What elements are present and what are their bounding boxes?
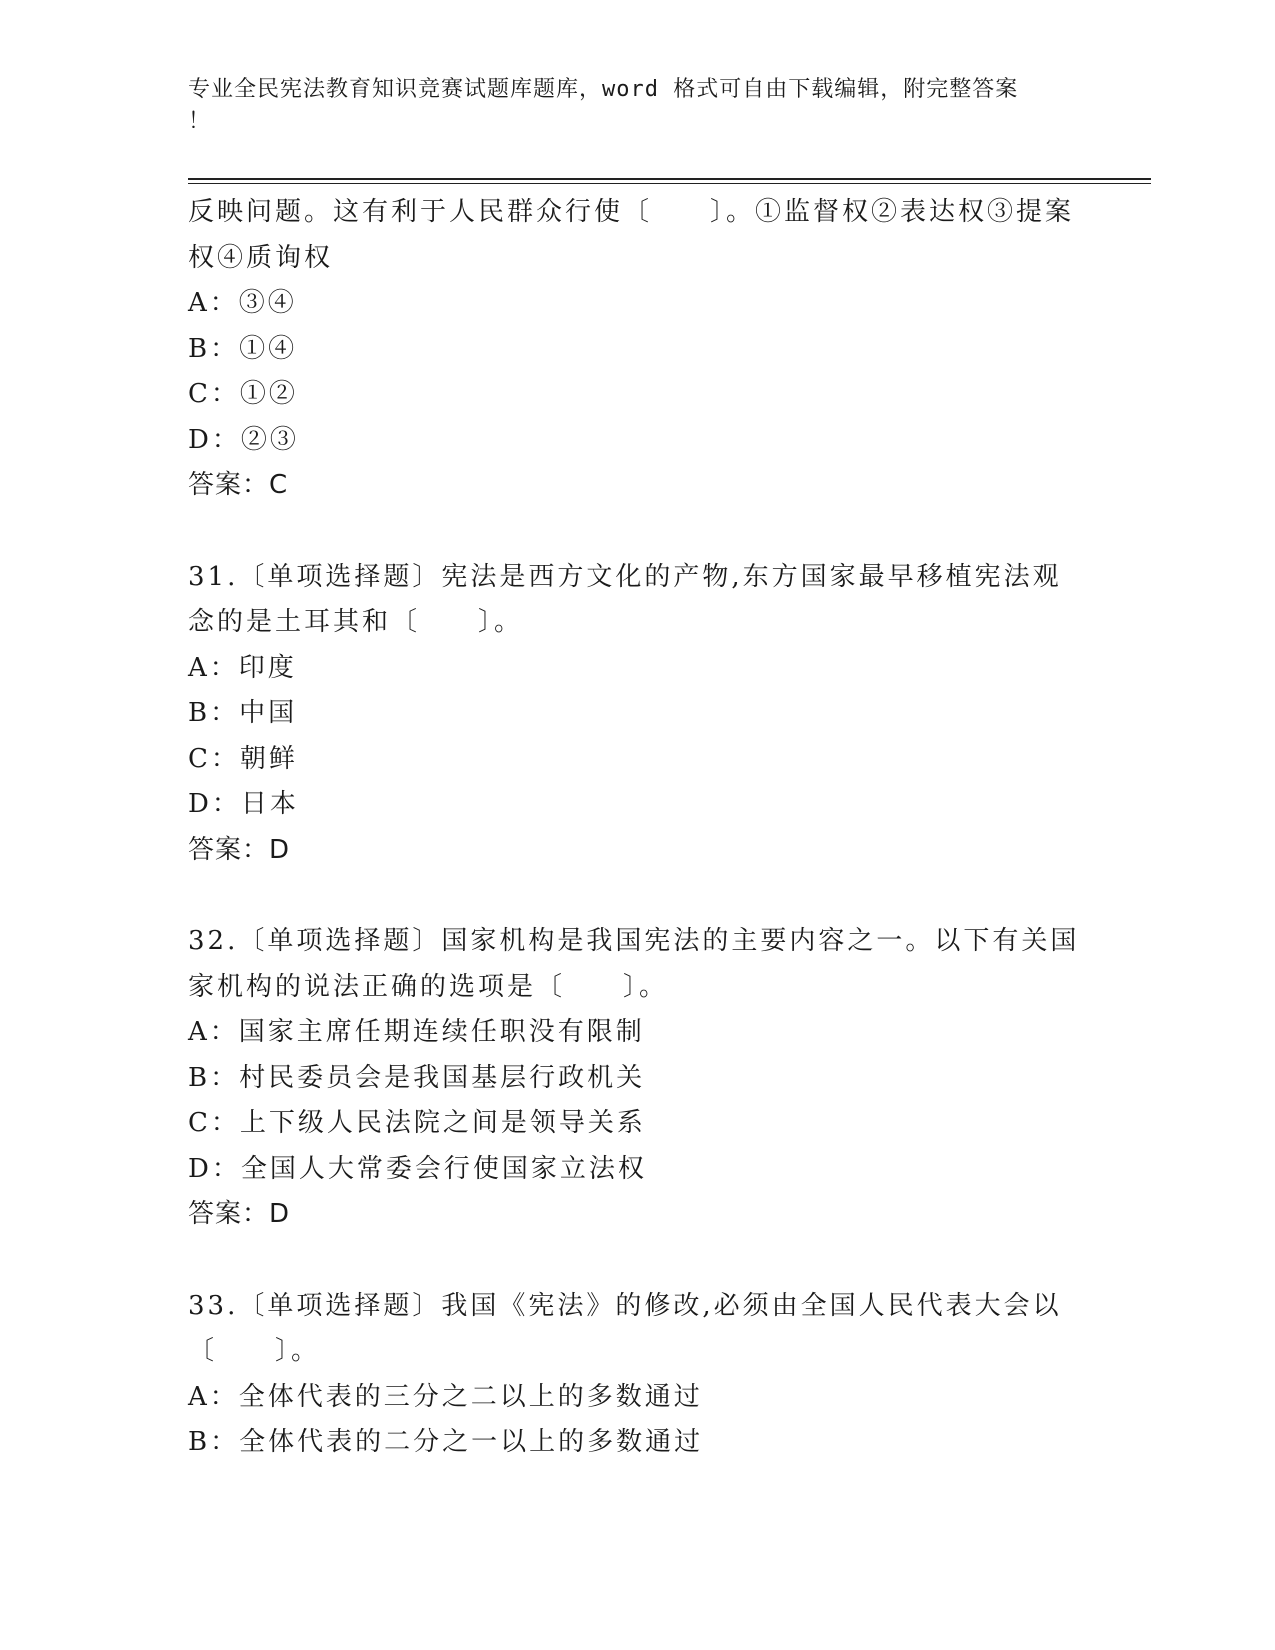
question-32 — [188, 919, 1088, 1238]
option-b: B：中国 — [188, 698, 298, 728]
option-d: D：日本 — [188, 789, 299, 819]
question-stem-continuation: 念的是土耳其和〔 〕。 — [188, 607, 524, 637]
answer-line: 答案：C — [188, 470, 289, 500]
option-a: A：国家主席任期连续任职没有限制 — [188, 1017, 645, 1047]
option-b: B：①④ — [188, 333, 298, 364]
header-title-continuation: ！ — [188, 109, 212, 134]
question-stem: 33.〔单项选择题〕我国《宪法》的修改,必须由全国人民代表大会以 — [188, 1290, 1062, 1321]
option-a: A：③④ — [188, 288, 297, 318]
header-title: 专业全民宪法教育知识竞赛试题库题库，word 格式可自由下载编辑，附完整答案 — [188, 77, 1019, 102]
header-divider-thin — [188, 183, 1151, 184]
option-c: C：上下级人民法院之间是领导关系 — [188, 1108, 646, 1138]
question-stem: 32.〔单项选择题〕国家机构是我国宪法的主要内容之一。以下有关国 — [188, 926, 1080, 956]
question-stem-continuation: 〔 〕。 — [188, 1336, 321, 1366]
question-list — [188, 190, 1088, 1466]
question-stem-continuation: 权④质询权 — [188, 242, 334, 273]
option-d: D：②③ — [188, 424, 299, 455]
question-stem: 反映问题。这有利于人民群众行使〔 〕。①监督权②表达权③提案 — [188, 197, 1075, 227]
option-c: C：①② — [188, 379, 298, 409]
answer-line: 答案：D — [188, 1199, 291, 1229]
option-a: A：全体代表的三分之二以上的多数通过 — [188, 1381, 703, 1412]
question-31 — [188, 555, 1088, 874]
question-stem: 31.〔单项选择题〕宪法是西方文化的产物,东方国家最早移植宪法观 — [188, 561, 1062, 592]
question-33 — [188, 1284, 1088, 1466]
option-a: A：印度 — [188, 652, 297, 683]
question-stem-continuation: 家机构的说法正确的选项是〔 〕。 — [188, 971, 669, 1002]
document-header — [188, 74, 1088, 138]
header-divider — [188, 178, 1151, 180]
option-b: B：村民委员会是我国基层行政机关 — [188, 1062, 646, 1093]
answer-line: 答案：D — [188, 834, 291, 865]
question-30 — [188, 190, 1088, 509]
option-c: C：朝鲜 — [188, 743, 298, 774]
option-d: D：全国人大常委会行使国家立法权 — [188, 1153, 647, 1184]
option-b: B：全体代表的二分之一以上的多数通过 — [188, 1427, 704, 1457]
